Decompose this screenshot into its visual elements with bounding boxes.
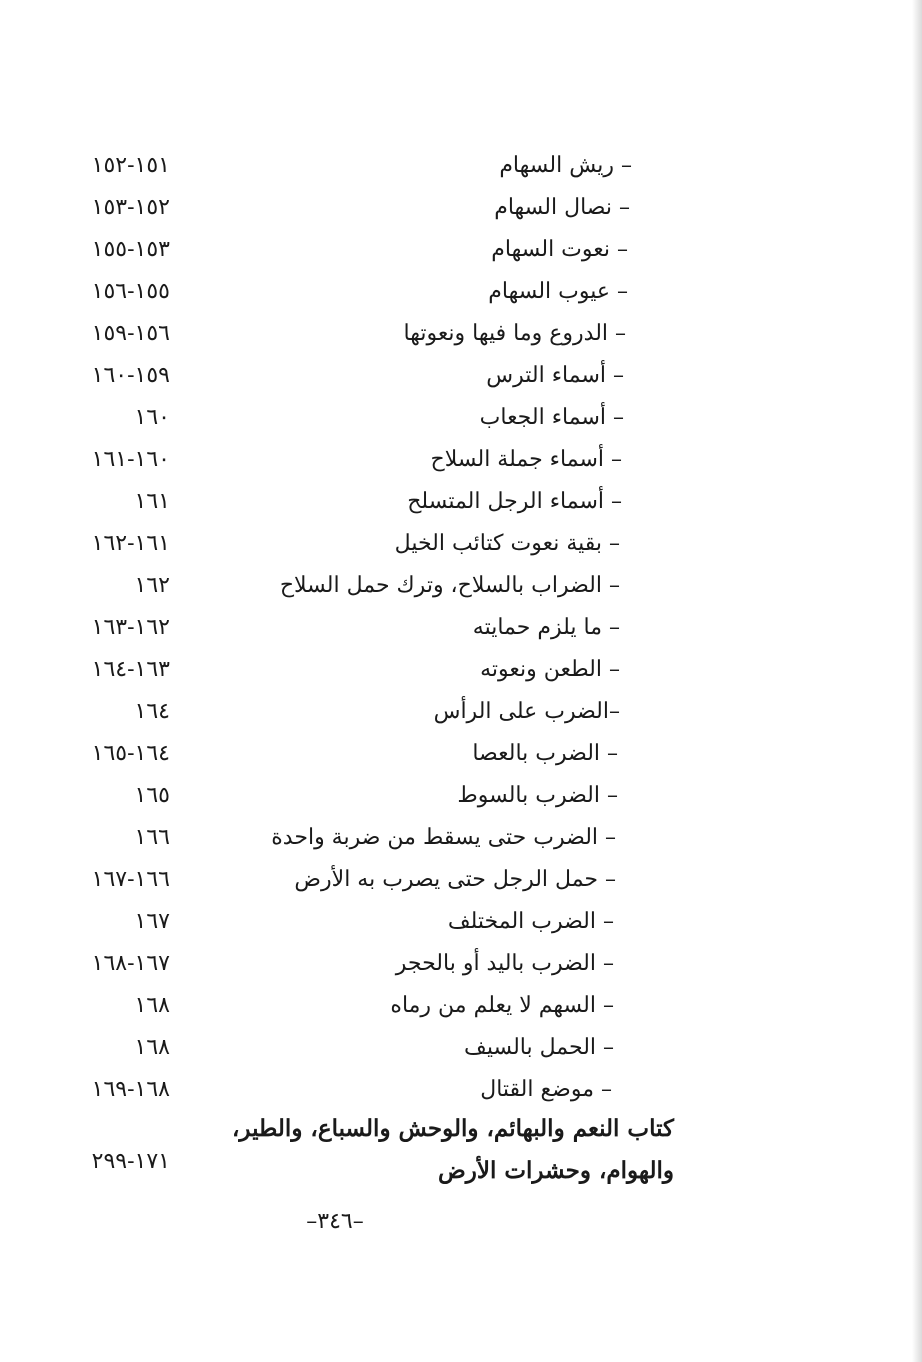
toc-entry-pages: ١٥١-١٥٢ [91, 153, 170, 178]
toc-entry [0, 775, 922, 817]
toc-entry [0, 985, 922, 1027]
toc-entry-title: – بقية نعوت كتائب الخيل [394, 531, 620, 556]
toc-entry-pages: ١٦٥ [134, 783, 170, 808]
section-title-line-2: والهوام، وحشرات الأرض [437, 1157, 674, 1184]
toc-entry [0, 565, 922, 607]
toc-entry-pages: ١٥٢-١٥٣ [91, 195, 170, 220]
toc-entry-pages: ١٥٣-١٥٥ [91, 237, 170, 262]
toc-entry [0, 439, 922, 481]
toc-entry-title: – الضرب بالسوط [457, 783, 618, 808]
toc-entry-title: – حمل الرجل حتى يصرب به الأرض [294, 867, 616, 892]
toc-entry-title: –الضرب على الرأس [433, 699, 620, 724]
toc-entry-pages: ١٦٦ [134, 825, 170, 850]
toc-entry-pages: ١٦١-١٦٢ [91, 531, 170, 556]
toc-entry [0, 1069, 922, 1111]
toc-entry-pages: ١٦٢ [134, 573, 170, 598]
toc-entry [0, 229, 922, 271]
toc-entry [0, 523, 922, 565]
toc-entry-title: – موضع القتال [480, 1077, 612, 1102]
section-title-line-1: كتاب النعم والبهائم، والوحش والسباع، والطير، [232, 1115, 674, 1142]
toc-entry-title: – الضرب حتى يسقط من ضربة واحدة [271, 825, 616, 850]
toc-entry-title: – أسماء الترس [486, 363, 624, 388]
toc-entry-pages: ١٦٧-١٦٨ [91, 951, 170, 976]
toc-entry-title: – ريش السهام [499, 153, 632, 178]
toc-entry [0, 733, 922, 775]
toc-entry-pages: ١٦٦-١٦٧ [91, 867, 170, 892]
toc-section [0, 1108, 922, 1192]
toc-entry [0, 145, 922, 187]
toc-entry-title: – الطعن ونعوته [480, 657, 620, 682]
toc-entry-title: – الضرب بالعصا [472, 741, 618, 766]
toc-entry [0, 1027, 922, 1069]
toc-entry-title: – ما يلزم حمايته [472, 615, 620, 640]
toc-entry-pages: ١٦٨ [134, 1035, 170, 1060]
toc-entry-title: – أسماء الرجل المتسلح [407, 489, 622, 514]
toc-entry [0, 859, 922, 901]
toc-entry-pages: ١٦٧ [134, 909, 170, 934]
toc-entry [0, 355, 922, 397]
toc-entry-pages: ١٦١ [134, 489, 170, 514]
toc-entry [0, 481, 922, 523]
toc-entry-title: – السهم لا يعلم من رماه [390, 993, 614, 1018]
toc-entry-pages: ١٥٥-١٥٦ [91, 279, 170, 304]
toc-entry-title: – نعوت السهام [491, 237, 628, 262]
toc-entry-pages: ١٦٨-١٦٩ [91, 1077, 170, 1102]
toc-entry [0, 817, 922, 859]
toc-entry [0, 271, 922, 313]
toc-entry-pages: ١٦٨ [134, 993, 170, 1018]
toc-entry-title: – أسماء الجعاب [479, 405, 624, 430]
toc-entry [0, 187, 922, 229]
toc-entry-pages: ١٦٣-١٦٤ [91, 657, 170, 682]
toc-entry-title: – عيوب السهام [488, 279, 628, 304]
toc-entry-pages: ١٦٢-١٦٣ [91, 615, 170, 640]
toc-entry-pages: ١٥٦-١٥٩ [91, 321, 170, 346]
toc-entry [0, 607, 922, 649]
toc-entry [0, 691, 922, 733]
toc-entry-title: – الضراب بالسلاح، وترك حمل السلاح [279, 573, 620, 598]
scan-edge-shadow [912, 0, 922, 1362]
toc-entry-title: – الضرب باليد أو بالحجر [395, 951, 614, 976]
toc-entry-title: – أسماء جملة السلاح [430, 447, 622, 472]
page-number: –٣٤٦– [306, 1209, 364, 1234]
toc-entry-title: – الدروع وما فيها ونعوتها [403, 321, 626, 346]
toc-entry-pages: ١٦٠ [134, 405, 170, 430]
toc-entry-title: – الحمل بالسيف [464, 1035, 614, 1060]
toc-entry [0, 901, 922, 943]
toc-entry-title: – نصال السهام [494, 195, 630, 220]
toc-entry [0, 313, 922, 355]
section-pages: ١٧١-٢٩٩ [91, 1149, 170, 1174]
toc-entry-pages: ١٦٤-١٦٥ [91, 741, 170, 766]
toc-entry [0, 943, 922, 985]
toc-entry-pages: ١٦٠-١٦١ [91, 447, 170, 472]
toc-entry [0, 397, 922, 439]
toc-entry [0, 649, 922, 691]
toc-entry-title: – الضرب المختلف [447, 909, 614, 934]
toc-entry-pages: ١٦٤ [134, 699, 170, 724]
toc-entry-pages: ١٥٩-١٦٠ [91, 363, 170, 388]
